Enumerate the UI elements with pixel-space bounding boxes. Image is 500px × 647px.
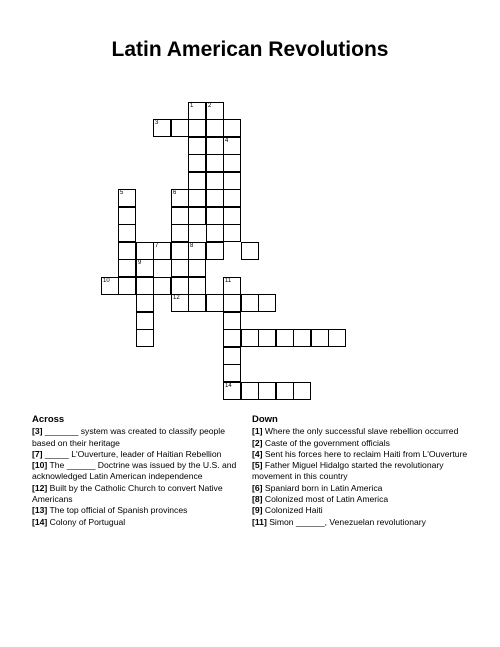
down-clue: [5] Father Miguel Hidalgo started the revolutionary movement in this country — [252, 460, 444, 482]
grid-cell[interactable] — [258, 294, 276, 312]
grid-cell[interactable] — [118, 277, 136, 295]
grid-cell[interactable] — [171, 242, 189, 260]
clue-number: 4 — [225, 138, 229, 144]
down-heading: Down — [252, 414, 278, 425]
grid-cell[interactable] — [188, 119, 206, 137]
down-clue: [4] Sent his forces here to reclaim Haiti from L'Ouverture — [252, 448, 468, 459]
grid-cell[interactable] — [223, 382, 241, 400]
grid-cell[interactable] — [188, 259, 206, 277]
grid-cell[interactable] — [136, 329, 154, 347]
grid-cell[interactable] — [223, 277, 241, 295]
clue-number: 2 — [208, 103, 212, 109]
grid-cell[interactable] — [223, 347, 241, 365]
across-clue: [10] The ______ Doctrine was issued by the U.S. and acknowledged Latin American independence — [32, 460, 237, 482]
grid-cell[interactable] — [293, 382, 311, 400]
grid-cell[interactable] — [328, 329, 346, 347]
grid-cell[interactable] — [258, 382, 276, 400]
grid-cell[interactable] — [223, 224, 241, 242]
grid-cell[interactable] — [171, 224, 189, 242]
down-clue: [9] Colonized Haiti — [252, 505, 323, 516]
down-clue: [6] Spaniard born in Latin America — [252, 482, 383, 493]
grid-cell[interactable] — [118, 224, 136, 242]
grid-cell[interactable] — [101, 277, 119, 295]
clue-number: 8 — [190, 243, 194, 249]
grid-cell[interactable] — [258, 329, 276, 347]
grid-cell[interactable] — [136, 277, 154, 295]
grid-cell[interactable] — [206, 207, 224, 225]
grid-cell[interactable] — [188, 207, 206, 225]
clue-number: 9 — [138, 260, 142, 266]
grid-cell[interactable] — [276, 329, 294, 347]
clue-number: 3 — [155, 120, 159, 126]
grid-cell[interactable] — [223, 189, 241, 207]
grid-cell[interactable] — [171, 294, 189, 312]
clue-number: 10 — [103, 278, 110, 284]
grid-cell[interactable] — [206, 119, 224, 137]
grid-cell[interactable] — [188, 172, 206, 190]
grid-cell[interactable] — [171, 189, 189, 207]
grid-cell[interactable] — [223, 312, 241, 330]
across-clue: [7] _____ L'Ouverture, leader of Haitian Rebellion — [32, 448, 222, 459]
puzzle-title: Latin American Revolutions — [111, 38, 389, 61]
grid-cell[interactable] — [188, 277, 206, 295]
grid-cell[interactable] — [153, 119, 171, 137]
across-clue: [13] The top official of Spanish provinces — [32, 505, 188, 516]
grid-cell[interactable] — [171, 277, 189, 295]
down-clue: [8] Colonized most of Latin America — [252, 494, 389, 505]
across-heading: Across — [32, 414, 65, 425]
grid-cell[interactable] — [118, 189, 136, 207]
down-clue: [2] Caste of the government officials — [252, 437, 390, 448]
across-clue: [14] Colony of Portugual — [32, 516, 126, 527]
grid-cell[interactable] — [136, 242, 154, 260]
grid-cell[interactable] — [188, 189, 206, 207]
grid-cell[interactable] — [118, 259, 136, 277]
grid-cell[interactable] — [153, 277, 171, 295]
grid-cell[interactable] — [223, 137, 241, 155]
grid-cell[interactable] — [118, 242, 136, 260]
grid-cell[interactable] — [171, 119, 189, 137]
grid-cell[interactable] — [223, 364, 241, 382]
grid-cell[interactable] — [223, 154, 241, 172]
grid-cell[interactable] — [206, 137, 224, 155]
grid-cell[interactable] — [188, 137, 206, 155]
grid-cell[interactable] — [206, 102, 224, 120]
grid-cell[interactable] — [188, 154, 206, 172]
across-clue: [12] Built by the Catholic Church to convert Native Americans — [32, 482, 223, 505]
across-clue: [3] _______ system was created to classify people based on their heritage — [32, 426, 225, 448]
grid-cell[interactable] — [136, 312, 154, 330]
clue-number: 14 — [225, 383, 232, 389]
grid-cell[interactable] — [206, 242, 224, 260]
grid-cell[interactable] — [223, 119, 241, 137]
grid-cell[interactable] — [241, 294, 259, 312]
grid-cell[interactable] — [241, 242, 259, 260]
clue-number: 5 — [120, 190, 124, 196]
clue-number: 7 — [155, 243, 159, 249]
grid-cell[interactable] — [136, 294, 154, 312]
grid-cell[interactable] — [153, 242, 171, 260]
grid-cell[interactable] — [276, 382, 294, 400]
clue-number: 1 — [190, 103, 194, 109]
grid-cell[interactable] — [241, 382, 259, 400]
clue-number: 12 — [173, 295, 180, 301]
grid-cell[interactable] — [223, 329, 241, 347]
clue-number: 6 — [173, 190, 177, 196]
grid-cell[interactable] — [206, 294, 224, 312]
grid-cell[interactable] — [136, 259, 154, 277]
grid-cell[interactable] — [171, 259, 189, 277]
grid-cell[interactable] — [206, 224, 224, 242]
grid-cell[interactable] — [206, 172, 224, 190]
clue-number: 11 — [225, 278, 232, 284]
grid-cell[interactable] — [293, 329, 311, 347]
down-clue: [1] Where the only successful slave rebellion occurred — [252, 426, 459, 437]
down-clues — [252, 414, 472, 528]
grid-cell[interactable] — [311, 329, 329, 347]
grid-cell[interactable] — [118, 207, 136, 225]
grid-cell[interactable] — [171, 207, 189, 225]
down-clue: [11] Simon ______, Venezuelan revolutionary — [252, 516, 426, 527]
grid-cell[interactable] — [188, 294, 206, 312]
grid-cell[interactable] — [206, 154, 224, 172]
grid-cell[interactable] — [223, 172, 241, 190]
grid-cell[interactable] — [223, 207, 241, 225]
grid-cell[interactable] — [188, 242, 206, 260]
grid-cell[interactable] — [188, 102, 206, 120]
grid-cell[interactable] — [223, 294, 241, 312]
across-clues — [32, 414, 244, 528]
grid-cell[interactable] — [241, 329, 259, 347]
grid-cell[interactable] — [206, 189, 224, 207]
